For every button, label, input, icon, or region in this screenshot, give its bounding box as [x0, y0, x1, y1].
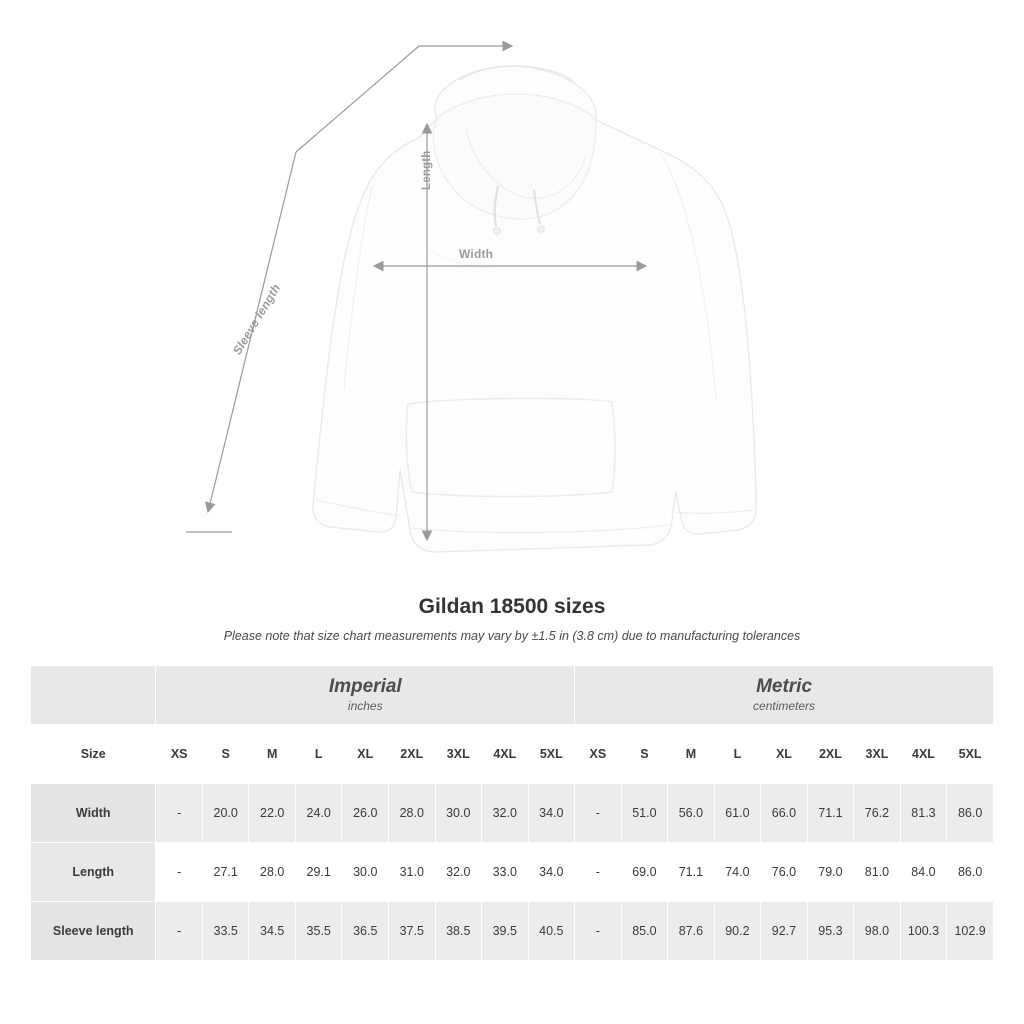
title-block	[0, 595, 1024, 643]
cell-length-metric-5xl: 86.0	[947, 843, 994, 902]
cell-sleeve-imperial-2xl: 37.5	[389, 902, 436, 961]
cell-length-metric-3xl: 81.0	[854, 843, 901, 902]
cell-width-metric-3xl: 76.2	[854, 784, 901, 843]
row-label-length: Length	[31, 843, 156, 902]
cell-width-imperial-4xl: 32.0	[482, 784, 529, 843]
cell-length-imperial-2xl: 31.0	[389, 843, 436, 902]
imperial-unit-sub: inches	[347, 698, 383, 713]
size-header-imperial-m: M	[249, 725, 296, 784]
cell-sleeve-imperial-m: 34.5	[249, 902, 296, 961]
cell-width-imperial-5xl: 34.0	[528, 784, 575, 843]
cell-length-metric-m: 71.1	[668, 843, 715, 902]
size-header-imperial-4xl: 4XL	[482, 725, 529, 784]
cell-length-imperial-3xl: 32.0	[435, 843, 482, 902]
cell-width-imperial-3xl: 30.0	[435, 784, 482, 843]
cell-width-imperial-l: 24.0	[295, 784, 342, 843]
cell-width-metric-xs: -	[575, 784, 622, 843]
cell-sleeve-metric-4xl: 100.3	[900, 902, 947, 961]
cell-sleeve-imperial-l: 35.5	[295, 902, 342, 961]
cell-length-metric-xs: -	[575, 843, 622, 902]
cell-length-imperial-4xl: 33.0	[482, 843, 529, 902]
table-row-width	[31, 784, 994, 843]
cell-length-imperial-xs: -	[156, 843, 203, 902]
size-header-metric-m: M	[668, 725, 715, 784]
cell-width-imperial-2xl: 28.0	[389, 784, 436, 843]
cell-width-imperial-xl: 26.0	[342, 784, 389, 843]
cell-sleeve-metric-5xl: 102.9	[947, 902, 994, 961]
metric-unit-name: Metric	[756, 675, 813, 697]
cell-width-metric-s: 51.0	[621, 784, 668, 843]
cell-length-metric-4xl: 84.0	[900, 843, 947, 902]
size-header-metric-4xl: 4XL	[900, 725, 947, 784]
row-label-sleeve-length: Sleeve length	[31, 902, 156, 961]
cell-width-metric-2xl: 71.1	[807, 784, 854, 843]
cell-sleeve-imperial-xs: -	[156, 902, 203, 961]
row-label-width: Width	[31, 784, 156, 843]
size-table	[30, 665, 994, 961]
size-header-metric-xs: XS	[575, 725, 622, 784]
cell-length-imperial-m: 28.0	[249, 843, 296, 902]
table-row-length	[31, 843, 994, 902]
cell-sleeve-metric-l: 90.2	[714, 902, 761, 961]
cell-sleeve-imperial-s: 33.5	[202, 902, 249, 961]
cell-length-imperial-l: 29.1	[295, 843, 342, 902]
cell-width-metric-5xl: 86.0	[947, 784, 994, 843]
size-header-imperial-3xl: 3XL	[435, 725, 482, 784]
width-label: Width	[459, 247, 494, 261]
sleeve-length-label: Sleeve length	[230, 281, 284, 358]
cell-width-metric-l: 61.0	[714, 784, 761, 843]
size-header-imperial-s: S	[202, 725, 249, 784]
size-header-metric-2xl: 2XL	[807, 725, 854, 784]
cell-sleeve-metric-2xl: 95.3	[807, 902, 854, 961]
cell-sleeve-metric-m: 87.6	[668, 902, 715, 961]
metric-unit-sub: centimeters	[753, 698, 816, 713]
size-header-imperial-2xl: 2XL	[389, 725, 436, 784]
cell-length-imperial-xl: 30.0	[342, 843, 389, 902]
cell-length-imperial-s: 27.1	[202, 843, 249, 902]
size-header-imperial-l: L	[295, 725, 342, 784]
cell-length-metric-l: 74.0	[714, 843, 761, 902]
size-header-metric-l: L	[714, 725, 761, 784]
cell-width-imperial-m: 22.0	[249, 784, 296, 843]
cell-width-metric-xl: 66.0	[761, 784, 808, 843]
cell-length-metric-xl: 76.0	[761, 843, 808, 902]
table-row-sleeve-length	[31, 902, 994, 961]
cell-sleeve-metric-3xl: 98.0	[854, 902, 901, 961]
cell-sleeve-imperial-3xl: 38.5	[435, 902, 482, 961]
cell-length-metric-2xl: 79.0	[807, 843, 854, 902]
size-header-imperial-xl: XL	[342, 725, 389, 784]
cell-sleeve-metric-xl: 92.7	[761, 902, 808, 961]
size-header-metric-xl: XL	[761, 725, 808, 784]
corner-cell	[31, 666, 156, 725]
imperial-unit-name: Imperial	[328, 675, 402, 697]
cell-sleeve-imperial-5xl: 40.5	[528, 902, 575, 961]
cell-sleeve-imperial-4xl: 39.5	[482, 902, 529, 961]
unit-header-row	[31, 666, 994, 725]
length-label: Length	[421, 150, 433, 190]
cell-width-imperial-xs: -	[156, 784, 203, 843]
cell-width-metric-4xl: 81.3	[900, 784, 947, 843]
page-title: Gildan 18500 sizes	[418, 595, 606, 618]
cell-length-metric-s: 69.0	[621, 843, 668, 902]
size-column-label: Size	[31, 725, 156, 784]
hoodie-shape	[313, 66, 756, 552]
cell-sleeve-metric-s: 85.0	[621, 902, 668, 961]
imperial-unit-header	[156, 666, 575, 725]
size-header-metric-5xl: 5XL	[947, 725, 994, 784]
size-header-metric-s: S	[621, 725, 668, 784]
cell-width-metric-m: 56.0	[668, 784, 715, 843]
size-header-imperial-xs: XS	[156, 725, 203, 784]
tolerance-note: Please note that size chart measurements may vary by ±1.5 in (3.8 cm) due to manufacturing tolerances	[223, 629, 801, 643]
size-header-row	[31, 725, 994, 784]
size-table-wrapper	[30, 665, 994, 961]
size-header-imperial-5xl: 5XL	[528, 725, 575, 784]
metric-unit-header	[575, 666, 994, 725]
cell-width-imperial-s: 20.0	[202, 784, 249, 843]
size-header-metric-3xl: 3XL	[854, 725, 901, 784]
cell-sleeve-metric-xs: -	[575, 902, 622, 961]
cell-sleeve-imperial-xl: 36.5	[342, 902, 389, 961]
cell-length-imperial-5xl: 34.0	[528, 843, 575, 902]
